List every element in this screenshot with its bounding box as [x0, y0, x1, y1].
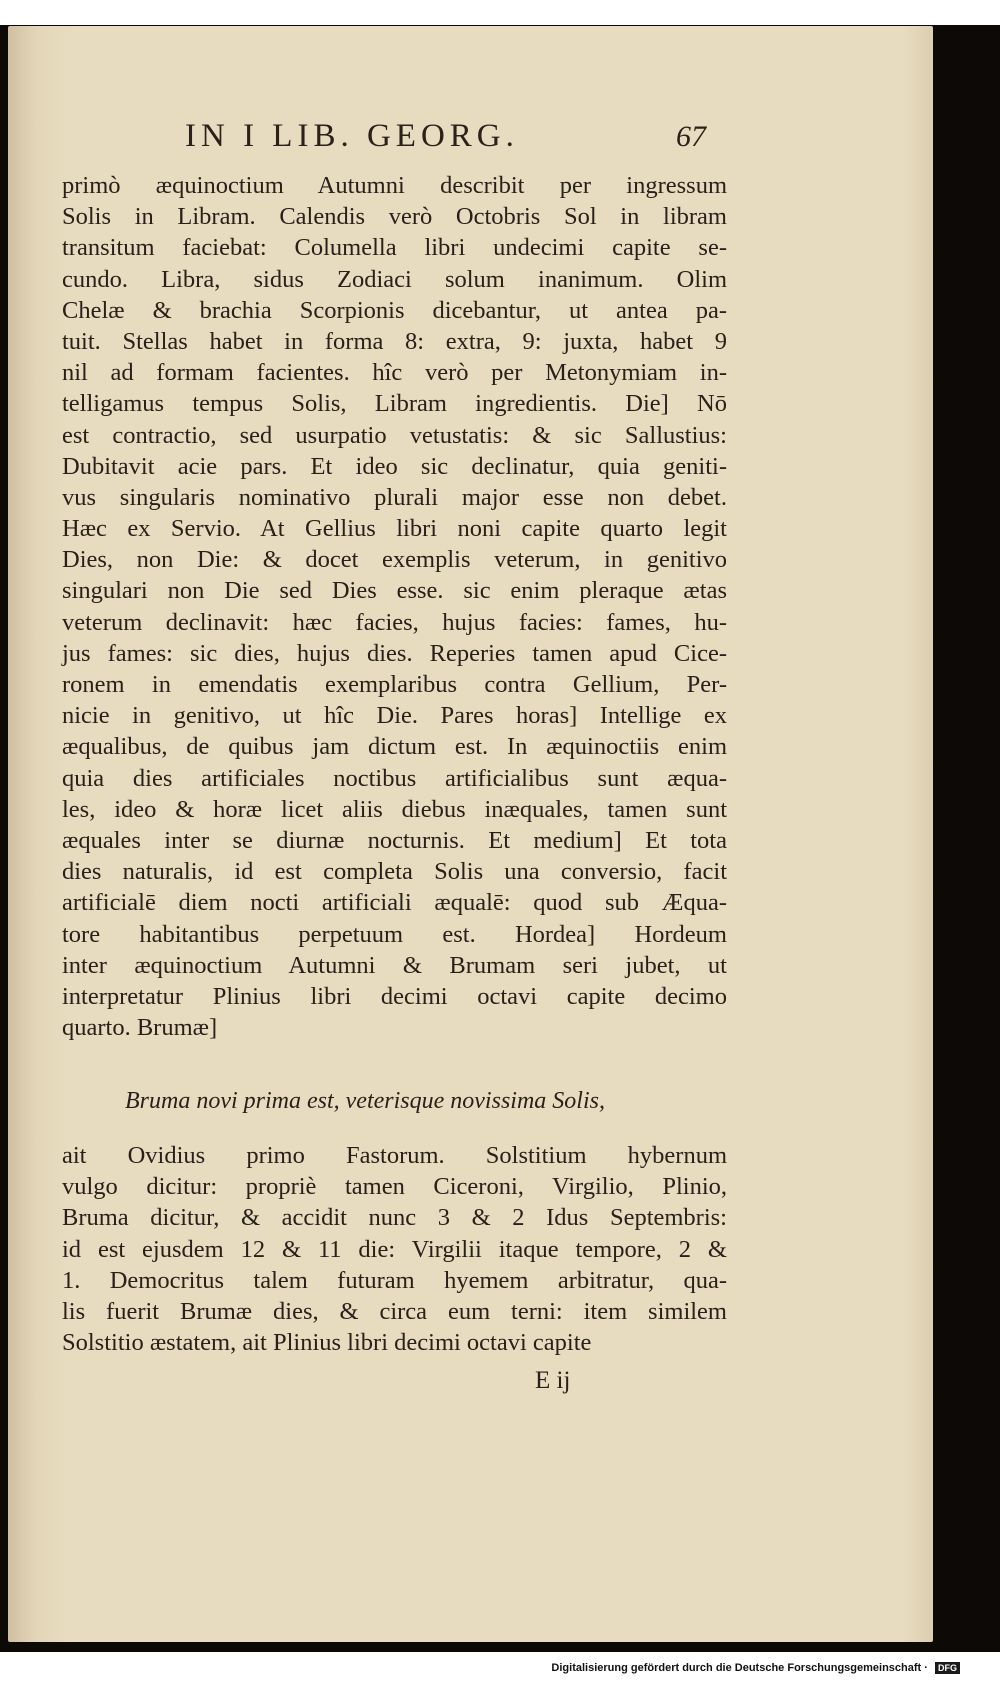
text-line: lis fuerit Brumæ dies, & circa eum terni: item similem — [62, 1297, 727, 1325]
text-line: tuit. Stellas habet in forma 8: extra, 9: juxta, habet 9 — [62, 327, 727, 355]
digitization-credit — [551, 1662, 960, 1674]
signature-mark: E ij — [535, 1367, 571, 1394]
continuation-text-block — [62, 1140, 727, 1358]
text-line: Solis in Libram. Calendis verò Octobris Sol in libram — [62, 203, 727, 231]
text-line: dies naturalis, id est completa Solis una conversio, facit — [62, 858, 727, 886]
text-line: singulari non Die sed Dies esse. sic enim pleraque ætas — [62, 577, 727, 605]
text-line: 1. Democritus talem futuram hyemem arbitratur, qua- — [62, 1266, 727, 1294]
text-line: telligamus tempus Solis, Libram ingredientis. Die] Nō — [62, 390, 727, 418]
credit-text: Digitalisierung gefördert durch die Deutsche Forschungsgemeinschaft · — [551, 1662, 928, 1674]
text-line: Hæc ex Servio. At Gellius libri noni capite quarto legit — [62, 515, 727, 543]
verse-quotation: Bruma novi prima est, veterisque novissima Solis, — [125, 1088, 605, 1114]
text-line: ronem in emendatis exemplaribus contra Gellium, Per- — [62, 671, 727, 698]
text-line: quia dies artificiales noctibus artificialibus sunt æqua- — [62, 764, 727, 792]
text-line: Bruma dicitur, & accidit nunc 3 & 2 Idus Septembris: — [62, 1204, 727, 1232]
text-line: interpretatur Plinius libri decimi octavi capite decimo — [62, 982, 727, 1010]
text-line: artificialē diem nocti artificiali æqualē: quod sub Æqua- — [62, 889, 727, 917]
text-line: æqualibus, de quibus jam dictum est. In æquinoctiis enim — [62, 733, 727, 761]
text-line: tore habitantibus perpetuum est. Hordea] Hordeum — [62, 920, 727, 948]
text-line: Chelæ & brachia Scorpionis dicebantur, ut antea pa- — [62, 296, 727, 324]
text-line: quarto. Brumæ] — [62, 1014, 218, 1042]
text-line: jus fames: sic dies, hujus dies. Reperies tamen apud Cice- — [62, 639, 727, 667]
text-line: æquales inter se diurnæ nocturnis. Et medium] Et tota — [62, 826, 727, 854]
text-line: primò æquinoctium Autumni describit per ingressum — [62, 172, 727, 199]
text-line: cundo. Libra, sidus Zodiaci solum inanimum. Olim — [62, 265, 727, 293]
dfg-logo: DFG — [935, 1662, 960, 1674]
text-line: nil ad formam facientes. hîc verò per Metonymiam in- — [62, 359, 727, 387]
text-line: nicie in genitivo, ut hîc Die. Pares horas] Intellige ex — [62, 702, 727, 730]
text-line: ait Ovidius primo Fastorum. Solstitium hybernum — [62, 1142, 727, 1169]
text-line: Solstitio æstatem, ait Plinius libri decimi octavi capite — [62, 1329, 592, 1357]
text-line: Dubitavit acie pars. Et ideo sic declinatur, quia geniti- — [62, 452, 727, 480]
text-line: transitum faciebat: Columella libri undecimi capite se- — [62, 234, 727, 262]
text-line: veterum declinavit: hæc facies, hujus facies: fames, hu- — [62, 608, 727, 636]
text-line: vus singularis nominativo plurali major esse non debet. — [62, 483, 727, 511]
running-title: IN I LIB. GEORG. — [185, 118, 519, 154]
text-line: inter æquinoctium Autumni & Brumam seri jubet, ut — [62, 951, 727, 979]
text-line: vulgo dicitur: propriè tamen Ciceroni, Virgilio, Plinio, — [62, 1173, 727, 1201]
text-line: Dies, non Die: & docet exemplis veterum, in genitivo — [62, 546, 727, 574]
text-line: est contractio, sed usurpatio vetustatis: & sic Sallustius: — [62, 421, 727, 449]
main-text-block — [62, 170, 727, 1043]
page-number: 67 — [676, 120, 706, 153]
text-line: id est ejusdem 12 & 11 die: Virgilii itaque tempore, 2 & — [62, 1235, 727, 1263]
text-line: les, ideo & horæ licet aliis diebus inæquales, tamen sunt — [62, 795, 727, 823]
